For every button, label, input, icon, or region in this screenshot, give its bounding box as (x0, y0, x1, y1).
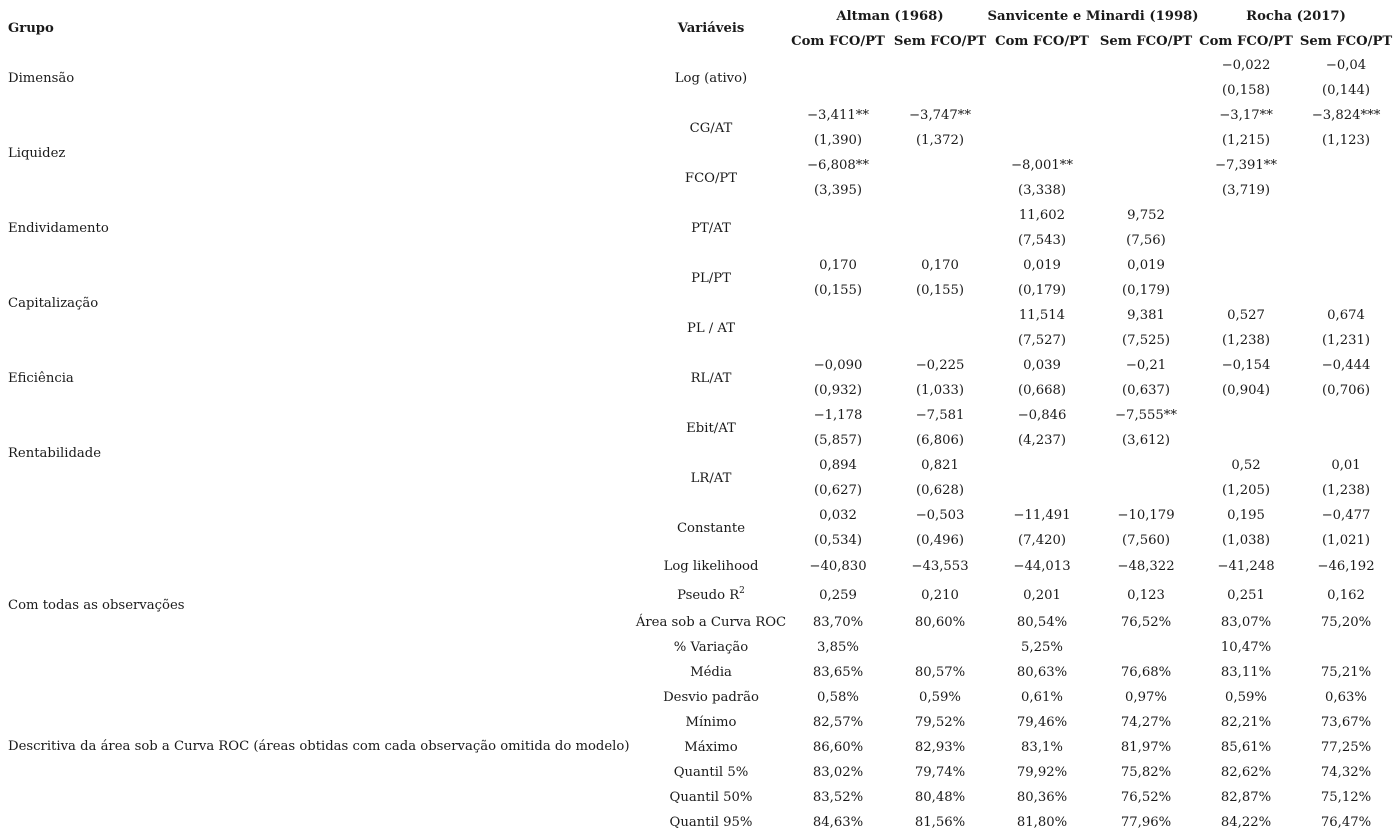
stat-cell: 82,93% (914, 740, 966, 755)
std-error-cell: (1,231) (1321, 333, 1371, 348)
stat-cell: 79,92% (1016, 765, 1068, 780)
std-error-cell: (1,123) (1321, 133, 1371, 148)
header-subcol: Com FCO/PT (1199, 34, 1293, 49)
stat-label: Área sob a Curva ROC (635, 615, 787, 630)
std-error-cell: (6,806) (915, 433, 965, 448)
stat-cell: 80,54% (1016, 615, 1068, 630)
stat-cell: −41,248 (1217, 559, 1275, 574)
coefficient-cell: −10,179 (1117, 508, 1175, 523)
header-model: Sanvicente e Minardi (1998) (987, 9, 1199, 24)
stat-cell: 75,82% (1120, 765, 1172, 780)
coefficient-cell: −11,491 (1013, 508, 1071, 523)
stat-cell: 81,97% (1120, 740, 1172, 755)
stat-label: Pseudo $R^2$ (677, 585, 745, 603)
stat-cell: 82,57% (812, 715, 864, 730)
coefficient-cell: −0,154 (1221, 358, 1271, 373)
group-label: Endividamento (8, 221, 109, 236)
stat-cell: 84,22% (1220, 815, 1272, 830)
stat-cell: 83,65% (812, 665, 864, 680)
group-label: Com todas as observações (8, 598, 185, 613)
superscript: 2 (739, 585, 745, 596)
stat-label: Quantil 5% (673, 765, 749, 780)
std-error-cell: (0,496) (915, 533, 965, 548)
std-error-cell: (0,155) (813, 283, 863, 298)
stat-cell: 79,74% (914, 765, 966, 780)
stat-cell: 83,11% (1220, 665, 1272, 680)
stat-cell: 0,201 (1023, 588, 1061, 603)
stat-cell: 81,56% (914, 815, 966, 830)
std-error-cell: (3,719) (1221, 183, 1271, 198)
coefficient-cell: −8,001** (1011, 158, 1073, 173)
std-error-cell: (0,534) (813, 533, 863, 548)
stat-cell: −40,830 (809, 559, 867, 574)
stat-cell: 83,07% (1220, 615, 1272, 630)
std-error-cell: (0,706) (1321, 383, 1371, 398)
coefficient-cell: 9,752 (1127, 208, 1165, 223)
std-error-cell: (7,543) (1017, 233, 1067, 248)
coefficient-cell: −7,581 (915, 408, 965, 423)
coefficient-cell: 0,032 (819, 508, 857, 523)
stat-cell: 75,12% (1320, 790, 1372, 805)
std-error-cell: (0,179) (1017, 283, 1067, 298)
header-subcol: Sem FCO/PT (893, 34, 987, 49)
group-label: Capitalização (8, 296, 99, 311)
stat-cell: 86,60% (812, 740, 864, 755)
stat-cell: 77,25% (1320, 740, 1372, 755)
coefficient-cell: −6,808** (807, 158, 869, 173)
variable-label: LR/AT (690, 470, 732, 486)
stat-cell: 0,97% (1125, 690, 1167, 705)
stat-cell: −44,013 (1013, 559, 1071, 574)
coefficient-cell: −0,022 (1221, 58, 1271, 73)
coefficient-cell: −0,04 (1325, 58, 1367, 73)
variable-label: PT/AT (691, 220, 731, 236)
stat-cell: 82,62% (1220, 765, 1272, 780)
stat-cell: 74,32% (1320, 765, 1372, 780)
coefficient-cell: −0,846 (1017, 408, 1067, 423)
coefficient-cell: −3,824*** (1311, 108, 1381, 123)
stat-cell: 0,259 (819, 588, 857, 603)
std-error-cell: (0,155) (915, 283, 965, 298)
stat-cell: 0,210 (921, 588, 959, 603)
stat-cell: 83,52% (812, 790, 864, 805)
stat-cell: 75,21% (1320, 665, 1372, 680)
coefficient-cell: 0,019 (1023, 258, 1061, 273)
coefficient-cell: −0,090 (813, 358, 863, 373)
stat-cell: 84,63% (812, 815, 864, 830)
header-grupo: Grupo (8, 21, 54, 36)
coefficient-cell: 0,039 (1023, 358, 1061, 373)
std-error-cell: (1,372) (915, 133, 965, 148)
coefficient-cell: 0,170 (921, 258, 959, 273)
stat-cell: 76,52% (1120, 615, 1172, 630)
header-subcol: Com FCO/PT (995, 34, 1089, 49)
std-error-cell: (0,904) (1221, 383, 1271, 398)
stat-cell: 83,70% (812, 615, 864, 630)
coefficient-cell: −0,225 (915, 358, 965, 373)
std-error-cell: (4,237) (1017, 433, 1067, 448)
std-error-cell: (1,038) (1221, 533, 1271, 548)
stat-cell: 0,162 (1327, 588, 1365, 603)
std-error-cell: (1,033) (915, 383, 965, 398)
stat-cell: 80,48% (914, 790, 966, 805)
header-variaveis: Variáveis (677, 21, 745, 36)
std-error-cell: (1,215) (1221, 133, 1271, 148)
stat-cell: 81,80% (1016, 815, 1068, 830)
header-model: Altman (1968) (836, 9, 944, 24)
std-error-cell: (1,238) (1221, 333, 1271, 348)
stat-cell: 76,47% (1320, 815, 1372, 830)
std-error-cell: (5,857) (813, 433, 863, 448)
coefficient-cell: −3,17** (1219, 108, 1273, 123)
stat-cell: 85,61% (1220, 740, 1272, 755)
stat-label: Desvio padrão (663, 690, 759, 705)
stat-cell: 0,63% (1325, 690, 1367, 705)
stat-cell: 79,52% (914, 715, 966, 730)
stat-cell: 82,87% (1220, 790, 1272, 805)
header-subcol: Sem FCO/PT (1299, 34, 1393, 49)
coefficient-cell: 0,894 (819, 458, 857, 473)
stat-cell: 80,63% (1016, 665, 1068, 680)
coefficient-cell: 11,514 (1018, 308, 1066, 323)
variable-label: PL/PT (691, 270, 731, 286)
stat-label: Log likelihood (663, 559, 759, 574)
stat-cell: 0,61% (1021, 690, 1063, 705)
stat-cell: 0,59% (919, 690, 961, 705)
variable-label: FCO/PT (684, 170, 738, 186)
group-label: Eficiência (8, 371, 74, 386)
std-error-cell: (7,56) (1126, 233, 1166, 248)
stat-cell: 79,46% (1016, 715, 1068, 730)
variable-label: Ebit/AT (686, 420, 736, 436)
std-error-cell: (3,395) (813, 183, 863, 198)
stat-cell: 76,52% (1120, 790, 1172, 805)
stat-cell: 73,67% (1320, 715, 1372, 730)
stat-cell: 5,25% (1021, 640, 1063, 655)
stat-cell: 82,21% (1220, 715, 1272, 730)
coefficient-cell: 0,527 (1227, 308, 1265, 323)
variable-label: Log (ativo) (674, 70, 748, 86)
stat-cell: 10,47% (1220, 640, 1272, 655)
stat-cell: 80,36% (1016, 790, 1068, 805)
stat-cell: 3,85% (817, 640, 859, 655)
std-error-cell: (0,158) (1221, 83, 1271, 98)
coefficient-cell: −0,503 (915, 508, 965, 523)
std-error-cell: (0,144) (1321, 83, 1371, 98)
std-error-cell: (0,932) (813, 383, 863, 398)
std-error-cell: (0,668) (1017, 383, 1067, 398)
stat-cell: 0,59% (1225, 690, 1267, 705)
variable-label: CG/AT (689, 120, 733, 136)
std-error-cell: (7,527) (1017, 333, 1067, 348)
header-model: Rocha (2017) (1246, 9, 1346, 24)
variable-label: Constante (676, 520, 746, 536)
std-error-cell: (0,627) (813, 483, 863, 498)
coefficient-cell: −7,391** (1215, 158, 1277, 173)
header-subcol: Sem FCO/PT (1099, 34, 1193, 49)
stat-cell: 80,57% (914, 665, 966, 680)
coefficient-cell: 9,381 (1127, 308, 1165, 323)
group-label: Liquidez (8, 146, 66, 161)
stat-label: Quantil 95% (669, 815, 753, 830)
std-error-cell: (0,628) (915, 483, 965, 498)
coefficient-cell: −0,477 (1321, 508, 1371, 523)
coefficient-cell: −0,444 (1321, 358, 1371, 373)
stat-cell: 80,60% (914, 615, 966, 630)
stat-cell: −46,192 (1317, 559, 1375, 574)
std-error-cell: (0,637) (1121, 383, 1171, 398)
group-label: Dimensão (8, 71, 75, 86)
stat-label: Máximo (684, 740, 738, 755)
coefficient-cell: 0,170 (819, 258, 857, 273)
coefficient-cell: 0,52 (1231, 458, 1261, 473)
std-error-cell: (0,179) (1121, 283, 1171, 298)
std-error-cell: (7,420) (1017, 533, 1067, 548)
coefficient-cell: −1,178 (813, 408, 863, 423)
std-error-cell: (1,021) (1321, 533, 1371, 548)
header-subcol: Com FCO/PT (791, 34, 885, 49)
std-error-cell: (3,338) (1017, 183, 1067, 198)
stat-cell: 83,1% (1021, 740, 1063, 755)
coefficient-cell: −3,411** (807, 108, 869, 123)
std-error-cell: (1,205) (1221, 483, 1271, 498)
stat-cell: −48,322 (1117, 559, 1175, 574)
stat-label: Quantil 50% (669, 790, 753, 805)
coefficient-cell: 11,602 (1018, 208, 1066, 223)
variable-label: PL / AT (686, 320, 736, 336)
stat-label: % Variação (673, 640, 749, 655)
group-label: Descritiva da área sob a Curva ROC (áreas obtidas com cada observação omitida do modelo) (8, 739, 630, 754)
stat-cell: 83,02% (812, 765, 864, 780)
stat-cell: −43,553 (911, 559, 969, 574)
coefficient-cell: 0,019 (1127, 258, 1165, 273)
stat-cell: 0,123 (1127, 588, 1165, 603)
variable-label: RL/AT (690, 370, 732, 386)
stat-cell: 0,251 (1227, 588, 1265, 603)
stat-cell: 76,68% (1120, 665, 1172, 680)
coefficient-cell: −7,555** (1115, 408, 1177, 423)
stat-label: Média (690, 665, 732, 680)
std-error-cell: (3,612) (1121, 433, 1171, 448)
std-error-cell: (1,390) (813, 133, 863, 148)
coefficient-cell: 0,01 (1331, 458, 1361, 473)
coefficient-cell: 0,674 (1327, 308, 1365, 323)
stat-cell: 74,27% (1120, 715, 1172, 730)
coefficient-cell: 0,195 (1227, 508, 1265, 523)
group-label: Rentabilidade (8, 446, 102, 461)
std-error-cell: (7,560) (1121, 533, 1171, 548)
coefficient-cell: −0,21 (1125, 358, 1167, 373)
stat-label: Mínimo (685, 715, 737, 730)
stat-cell: 77,96% (1120, 815, 1172, 830)
std-error-cell: (7,525) (1121, 333, 1171, 348)
coefficient-cell: 0,821 (921, 458, 959, 473)
stat-cell: 0,58% (817, 690, 859, 705)
std-error-cell: (1,238) (1321, 483, 1371, 498)
coefficient-cell: −3,747** (909, 108, 971, 123)
stat-cell: 75,20% (1320, 615, 1372, 630)
